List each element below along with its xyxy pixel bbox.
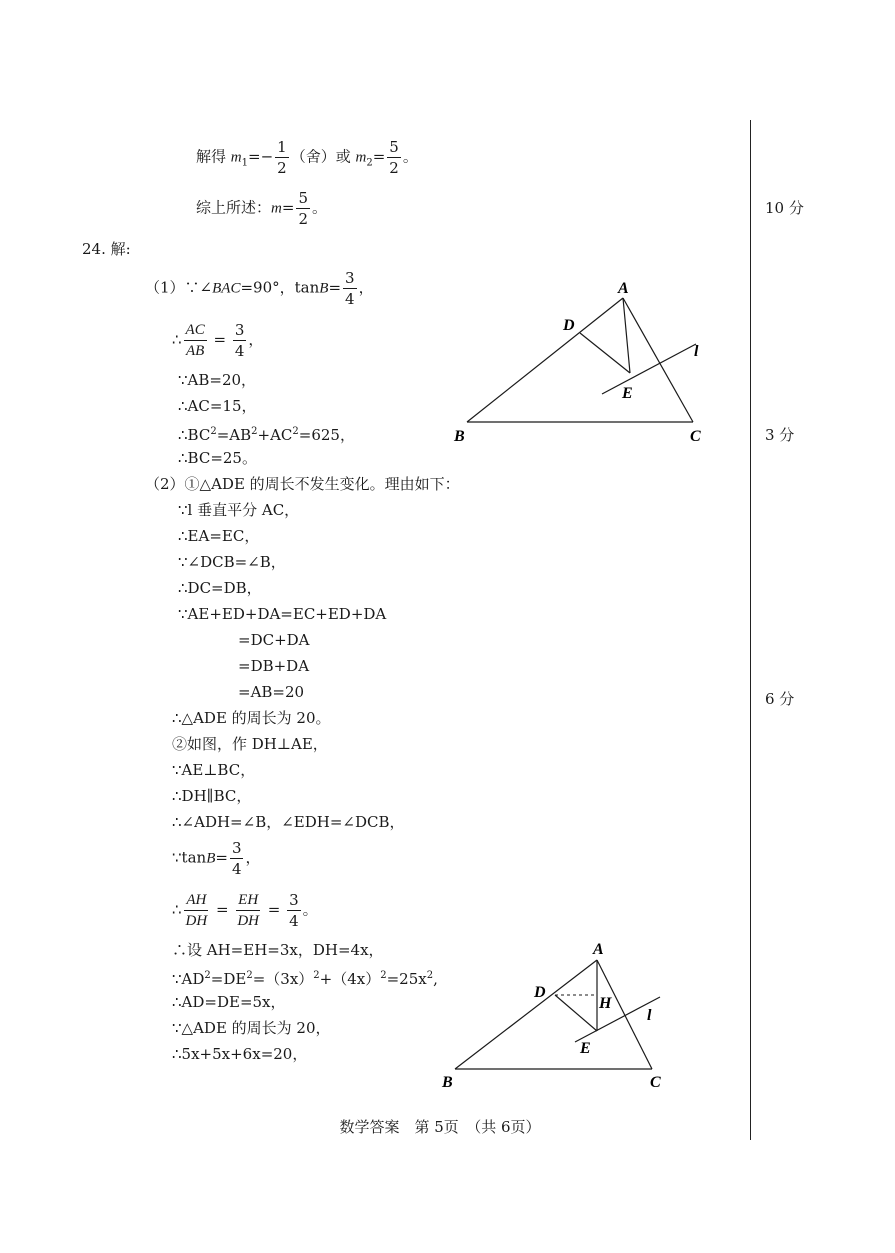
part1-ab: ∵AB=20， [178,371,257,389]
segment-ba [467,298,623,422]
part1-bc: ∴BC=25。 [178,449,257,467]
text: ∵tan [172,848,207,867]
text: =625， [298,426,355,444]
part2b-11: ∴5x+5x+6x=20， [172,1045,308,1063]
label-e: E [580,1040,591,1057]
text: =（3x） [252,970,314,988]
text: = [328,278,342,297]
part2b-9: ∴AD=DE=5x， [172,993,286,1011]
text: +（4x） [319,970,381,988]
text: =DE [210,970,247,988]
page-footer: 数学答案 第 5页 （共 6页） [339,1118,541,1136]
text: ， [358,278,374,297]
numerator: EH [236,890,260,911]
label-l: l [647,1007,652,1024]
summary-line [196,188,327,229]
fraction [184,320,207,361]
text: 。 [311,198,327,217]
text: ∴ [172,900,182,919]
step-9: ∴△ADE 的周长为 20。 [172,709,331,727]
part1-pythag [178,422,355,445]
fraction [387,137,401,178]
line-l [602,344,696,394]
step-4: ∴DC=DB， [178,579,262,597]
text: = [211,900,234,919]
part2b-8 [172,966,438,989]
step-3: ∵∠DCB=∠B， [178,553,286,571]
numerator: AC [184,320,207,341]
segment-ba [455,960,597,1069]
sub: 2 [366,157,373,169]
text: 解得 [196,147,231,166]
denominator: 4 [234,342,245,360]
part2b-4: ∴∠ADH=∠B，∠EDH=∠DCB， [172,813,405,831]
sup: 2 [204,970,211,981]
text: 。 [302,900,318,919]
fraction [287,890,301,931]
part1-given [145,268,374,309]
score-6: 6 分 [765,690,795,708]
step-8: =AB=20 [238,683,305,701]
numerator: AH [184,890,208,911]
denominator: 2 [277,159,287,177]
part2b-2: ∵AE⊥BC， [172,761,256,779]
text: = [208,330,231,349]
denominator: DH [185,913,208,929]
score-3: 3 分 [765,426,795,444]
numerator: 3 [289,891,299,909]
text: , [433,970,438,988]
part1-ac: ∴AC=15， [178,397,257,415]
denominator: 4 [345,290,355,308]
segment-de [580,333,630,373]
sup: 2 [210,426,217,437]
label-l: l [694,343,699,360]
text: 综上所述： [196,198,272,217]
part2b-7: ∴设 AH=EH=3x，DH=4x， [172,941,384,959]
fraction [235,890,261,931]
part2b-10: ∵△ADE 的周长为 20， [172,1019,331,1037]
label-a: A [618,280,629,297]
segment-de [555,995,597,1031]
text: +AC [257,426,293,444]
label-c: C [690,428,701,445]
numerator: 3 [234,321,245,339]
text: = [215,848,228,867]
margin-divider [750,120,751,1140]
label-b: B [454,428,465,445]
numerator: 1 [277,138,287,156]
var: B [319,280,329,297]
sup: 2 [246,970,253,981]
var: B [206,850,216,867]
text: ∴ [172,330,182,349]
part1-ratio [172,320,263,361]
var-m: m [271,200,282,217]
figure-2-triangle [430,935,690,1095]
question-24-heading: 24. 解: [82,240,131,258]
label-a: A [593,941,604,958]
text: =25x [386,970,427,988]
step-2: ∴EA=EC， [178,527,260,545]
fraction [230,838,244,879]
sup: 2 [426,970,434,981]
label-c: C [650,1074,661,1091]
denominator: DH [237,913,259,929]
denominator: 2 [389,159,399,177]
solution-line-m [196,137,418,178]
fraction [275,137,289,178]
text: =90°，tan [240,278,320,297]
label-b: B [442,1074,453,1091]
part2b-3: ∴DH∥BC， [172,787,252,805]
denominator: 2 [298,210,308,228]
denominator: 4 [289,912,299,930]
text: （1）∵∠ [145,278,213,297]
var: BAC [212,280,241,297]
text: =AB [216,426,252,444]
numerator: 3 [345,269,355,287]
label-d: D [563,317,575,334]
denominator: 4 [231,860,242,878]
sup: 2 [292,426,299,437]
text: =− [248,147,274,166]
step-1: ∵l 垂直平分 AC， [178,501,300,519]
step-5: ∵AE+ED+DA=EC+ED+DA [178,605,387,623]
sup: 2 [380,970,387,981]
segment-ac [597,960,652,1069]
text: = [263,900,286,919]
part2-heading: （2）①△ADE 的周长不发生变化。理由如下： [145,475,460,493]
step-7: =DB+DA [238,657,310,675]
segment-ac [623,298,693,422]
sup: 2 [251,426,258,437]
numerator: 3 [231,839,242,857]
fraction [233,320,247,361]
text: （舍）或 [290,147,356,166]
numerator: 5 [389,138,399,156]
label-h: H [599,995,612,1012]
numerator: 5 [298,189,308,207]
text: = [281,198,295,217]
text: = [372,147,386,166]
part2b-1: ②如图，作 DH⊥AE， [172,735,328,753]
var-m: m [230,149,242,166]
text: ， [248,330,264,349]
figure-1-triangle [440,270,730,450]
fraction [296,188,310,229]
text: ∴BC [178,426,211,444]
step-6: =DC+DA [238,631,310,649]
score-10: 10 分 [765,199,804,217]
sup: 2 [313,970,320,981]
text: 。 [402,147,418,166]
label-d: D [534,984,546,1001]
text: ∵AD [172,970,205,988]
text: ， [245,848,261,867]
sub: 1 [241,157,248,169]
label-e: E [622,385,633,402]
fraction [184,890,210,931]
denominator: AB [185,343,205,359]
fraction [343,268,357,309]
part2b-5 [172,838,261,879]
var-m: m [355,149,367,166]
part2b-6 [172,890,318,931]
